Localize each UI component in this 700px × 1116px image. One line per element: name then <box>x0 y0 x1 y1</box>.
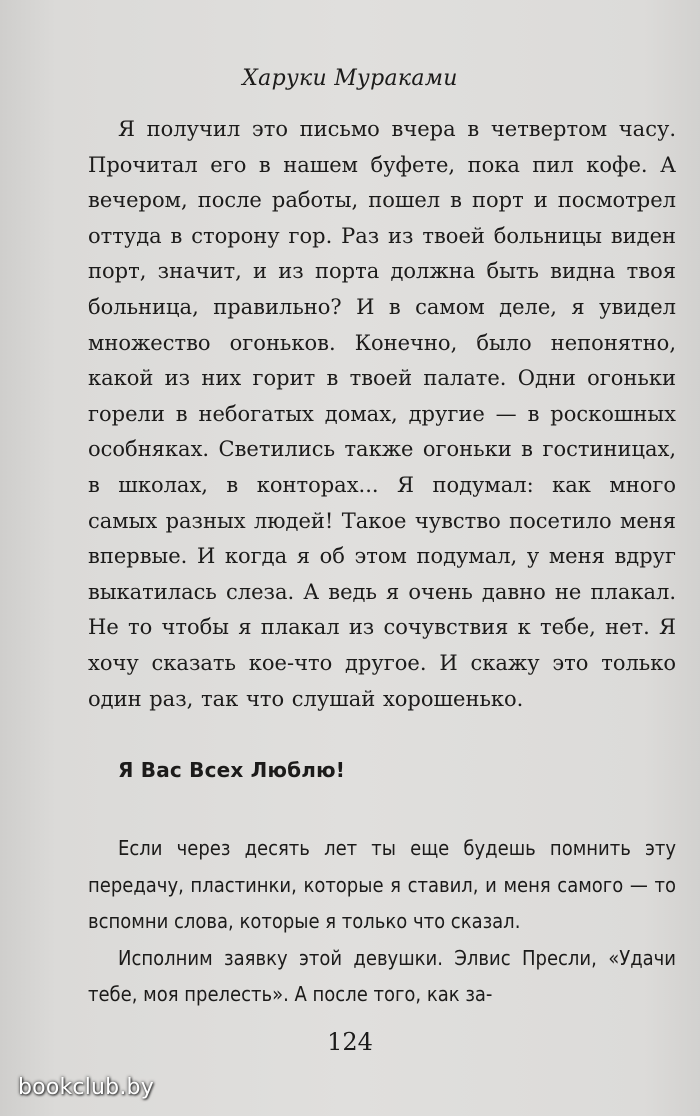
paragraph: Если через десять лет ты еще будешь помнить эту передачу, пластинки, которые я ставил, и меня самого — то вспомни слова, которые я только что сказал. <box>88 836 676 933</box>
paragraph: Я получил это письмо вчера в четвертом часу. Прочитал его в нашем буфете, пока пил кофе. А вечером, после работы, пошел в порт и посмотрел оттуда в сторону гор. Раз из твоей больницы виден порт, значит, и из порта должна быть видна твоя больница, правильно? И в самом деле, я увидел множество огоньков. Конечно, было непонятно, какой из них горит в твоей палате. Одни огоньки горели в небогатых домах, другие — в роскошных особняках. Светились также огоньки в гостиницах, в школах, в конторах... Я подумал: как много самых разных людей! Такое чувство посетило меня впервые. И когда я об этом подумал, у меня вдруг выкатилась слеза. А ведь я очень давно не плакал. Не то чтобы я плакал из сочувствия к тебе, нет. Я хочу сказать кое-что другое. И скажу это только один раз, так что слушай хорошенько. <box>88 117 676 711</box>
paragraph: Исполним заявку этой девушки. Элвис Пресли, «Удачи тебе, моя прелесть». А после того, как за- <box>88 945 676 1006</box>
running-head-author: Харуки Мураками <box>242 66 458 91</box>
exclamation-line: Я Вас Всех Люблю! <box>118 758 346 782</box>
main-text-block <box>88 112 676 717</box>
secondary-text-block <box>88 830 676 1013</box>
page-number: 124 <box>327 1028 373 1056</box>
site-watermark: bookclub.by <box>18 1075 154 1100</box>
